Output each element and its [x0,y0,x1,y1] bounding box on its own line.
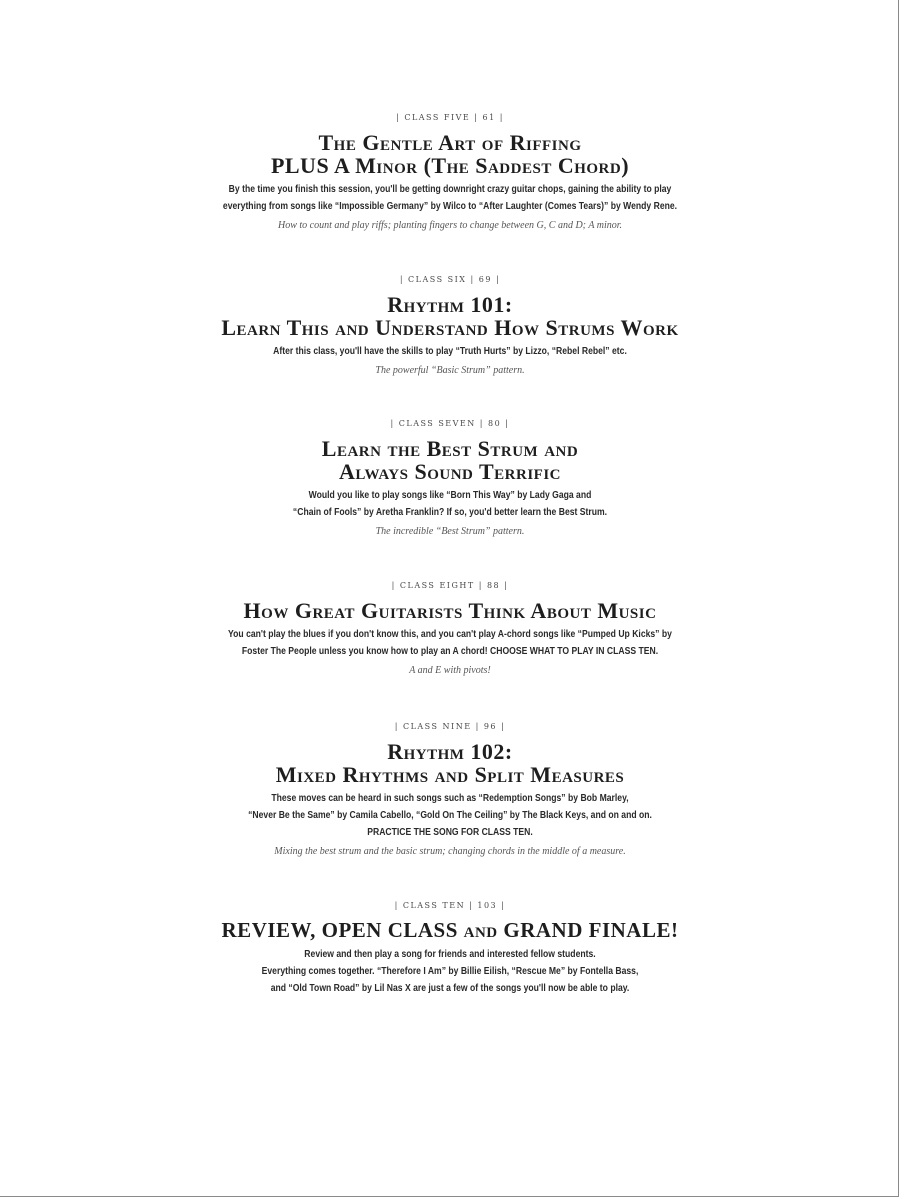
class-label: | CLASS FIVE | 61 | [396,113,504,122]
class-description [81,343,819,360]
class-label: | CLASS NINE | 96 | [394,722,506,731]
class-description [81,946,819,997]
description-line: By the time you finish this session, you'll be getting downright crazy guitar chops, gaining the ability to play [228,183,672,195]
class-note: How to count and play riffs; planting fingers to change between G, C and D; A minor. [277,220,623,231]
class-label: | CLASS SEVEN | 80 | [390,419,510,428]
class-title-line: Mixed Rhythms and Split Measures [275,762,625,787]
class-label: | CLASS TEN | 103 | [394,901,506,910]
class-description [81,181,819,215]
class-note: Mixing the best strum and the basic strum; changing chords in the middle of a measure. [274,846,626,857]
class-note: The incredible “Best Strum” pattern. [375,526,525,537]
class-title [0,293,900,339]
class-five-section [0,113,900,233]
description-line: Would you like to play songs like “Born This Way” by Lady Gaga and [308,489,592,501]
class-description [81,626,819,660]
description-line: “Chain of Fools” by Aretha Franklin? If so, you'd better learn the Best Strum. [292,506,608,518]
description-line: Everything comes together. “Therefore I Am” by Billie Eilish, “Rescue Me” by Fontella Bass, [261,965,639,977]
description-line: everything from songs like “Impossible Germany” by Wilco to “After Laughter (Comes Tears)” by Wendy Rene. [222,200,678,212]
description-line: After this class, you'll have the skills to play “Truth Hurts” by Lizzo, “Rebel Rebel” etc. [273,345,627,357]
class-title-line: Always Sound Terrific [339,459,561,484]
class-description [81,790,819,841]
description-line: PRACTICE THE SONG FOR CLASS TEN. [367,826,533,838]
class-title-line: Learn the Best Strum and [321,436,579,461]
class-note: The powerful “Basic Strum” pattern. [375,365,525,376]
class-title-line: Learn This and Understand How Strums Work [221,315,679,340]
class-title-line: The Gentle Art of Riffing [318,130,582,155]
class-title [0,437,900,483]
class-label: | CLASS SIX | 69 | [399,275,501,284]
class-ten-section [0,901,900,997]
class-title-line: How Great Guitarists Think About Music [243,598,657,623]
class-title [0,919,900,942]
class-nine-section [0,722,900,859]
description-line: Review and then play a song for friends and interested fellow students. [304,948,596,960]
class-title [0,131,900,177]
description-line: “Never Be the Same” by Camila Cabello, “Gold On The Ceiling” by The Black Keys, and on and on. [248,809,652,821]
class-note: A and E with pivots! [409,665,491,676]
class-eight-section [0,581,900,678]
class-title-line: Rhythm 101: [387,292,513,317]
description-line: Foster The People unless you know how to play an A chord! CHOOSE WHAT TO PLAY IN CLASS TEN. [241,645,659,657]
class-title-line: Rhythm 102: [387,739,513,764]
class-title [0,599,900,622]
class-six-section [0,275,900,378]
description-line: You can't play the blues if you don't know this, and you can't play A-chord songs like “Pumped Up Kicks” by [228,628,672,640]
class-label: | CLASS EIGHT | 88 | [391,581,509,590]
class-title [0,740,900,786]
class-title-line: PLUS A Minor (The Saddest Chord) [270,153,630,178]
class-seven-section [0,419,900,539]
description-line: and “Old Town Road” by Lil Nas X are just a few of the songs you'll now be able to play. [270,982,630,994]
class-description [81,487,819,521]
description-line: These moves can be heard in such songs such as “Redemption Songs” by Bob Marley, [271,792,629,804]
class-title-line: REVIEW, OPEN CLASS and GRAND FINALE! [221,918,679,942]
